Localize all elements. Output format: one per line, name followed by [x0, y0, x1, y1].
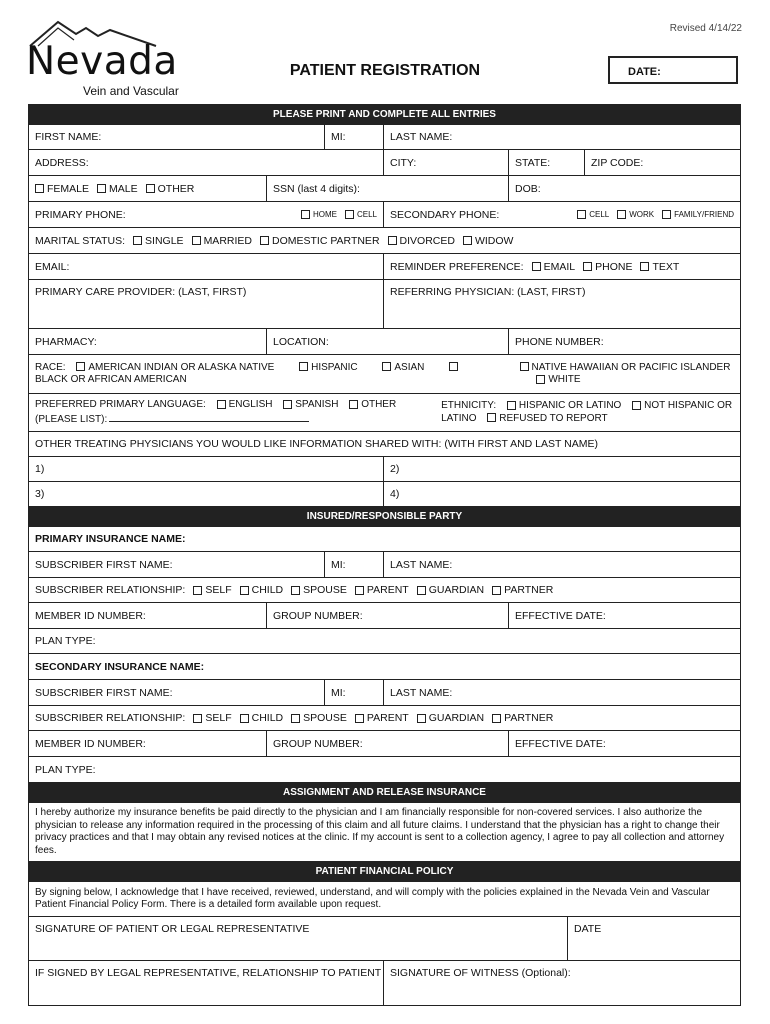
state-label: STATE: [515, 156, 551, 169]
secondary-group-label: GROUP NUMBER: [273, 737, 363, 750]
reminder-preference [384, 254, 740, 279]
cell-checkbox[interactable] [345, 210, 354, 219]
physician-1-field[interactable] [29, 457, 384, 481]
section-heading: PLEASE PRINT AND COMPLETE ALL ENTRIES [273, 109, 496, 120]
cell-label: CELL [356, 209, 377, 219]
asian-label: ASIAN [394, 361, 425, 373]
home-checkbox[interactable] [301, 210, 310, 219]
email-label: EMAIL: [35, 260, 70, 273]
primary-member-id-label: MEMBER ID NUMBER: [35, 609, 146, 622]
primary-phone-field[interactable] [29, 202, 384, 227]
patient-signature-label: SIGNATURE OF PATIENT OR LEGAL REPRESENTATIVE [35, 923, 310, 935]
secondary-parent-label: PARENT [366, 712, 409, 724]
last-name-label: LAST NAME: [390, 131, 453, 143]
spanish-checkbox[interactable] [283, 400, 292, 409]
pharmacy-field[interactable] [29, 329, 267, 354]
secondary-member-id-label: MEMBER ID NUMBER: [35, 737, 146, 750]
secondary-sub-first-label: SUBSCRIBER FIRST NAME: [35, 686, 173, 699]
primary-insurance-row [29, 527, 740, 552]
married-checkbox[interactable] [192, 236, 201, 245]
first-name-field[interactable] [29, 125, 325, 149]
company-logo [26, 18, 196, 98]
secondary-spouse-checkbox[interactable] [291, 714, 300, 723]
secondary-child-label: CHILD [251, 712, 284, 724]
english-checkbox[interactable] [217, 400, 226, 409]
assignment-heading: ASSIGNMENT AND RELEASE INSURANCE [283, 787, 486, 798]
reminder-text-label: TEXT [652, 260, 680, 273]
reminder-label: REMINDER PREFERENCE: [390, 260, 524, 273]
pharmacy-phone-label: PHONE NUMBER: [515, 335, 604, 348]
secondary-group-field[interactable] [267, 731, 509, 756]
domestic-partner-label: DOMESTIC PARTNER [271, 234, 380, 247]
reminder-email-checkbox[interactable] [532, 262, 541, 271]
primary-member-id-field[interactable] [29, 603, 267, 628]
secondary-parent-checkbox[interactable] [355, 714, 364, 723]
primary-parent-checkbox[interactable] [355, 586, 364, 595]
date-field[interactable] [608, 56, 738, 84]
secondary-partner-label: PARTNER [504, 712, 554, 724]
zip-field[interactable] [585, 150, 740, 175]
male-label: MALE [109, 182, 138, 195]
secondary-phone-field[interactable] [384, 202, 740, 227]
pharmacy-row [29, 329, 740, 355]
primary-self-label: SELF [205, 584, 232, 596]
witness-signature-label: SIGNATURE OF WITNESS (Optional): [390, 967, 571, 979]
primary-member-row [29, 603, 740, 629]
single-checkbox[interactable] [133, 236, 142, 245]
primary-guardian-checkbox[interactable] [417, 586, 426, 595]
primary-parent-label: PARENT [366, 584, 409, 596]
reminder-phone-label: PHONE [595, 260, 633, 273]
assignment-text-row [29, 803, 740, 862]
marital-status [29, 228, 740, 253]
secondary-guardian-checkbox[interactable] [417, 714, 426, 723]
physicians-row-1 [29, 457, 740, 482]
section-header-insured [29, 507, 740, 527]
pcp-field[interactable] [29, 280, 384, 328]
black-checkbox[interactable] [449, 362, 458, 371]
logo-name: Nevada [26, 39, 178, 84]
secondary-guardian-label: GUARDIAN [428, 712, 485, 724]
physician-2-label: 2) [390, 463, 400, 475]
primary-spouse-label: SPOUSE [303, 584, 347, 596]
spanish-label: SPANISH [295, 399, 339, 410]
secondary-sub-mi-field[interactable] [325, 680, 384, 705]
refused-checkbox[interactable] [487, 413, 496, 422]
secondary-insurance-label: SECONDARY INSURANCE NAME: [35, 660, 205, 673]
section-header-assignment [29, 783, 740, 803]
primary-partner-label: PARTNER [504, 584, 554, 596]
secondary-insurance-field[interactable] [29, 654, 740, 679]
other-physicians-label: OTHER TREATING PHYSICIANS YOU WOULD LIKE INFORMATION SHARED WITH: (WITH FIRST AND LAST NAME) [35, 438, 598, 450]
refused-label: REFUSED TO REPORT [499, 412, 608, 424]
race-options [29, 355, 740, 393]
not-hispanic-checkbox[interactable] [632, 401, 641, 410]
secondary-subscriber-row [29, 680, 740, 706]
primary-plan-row [29, 629, 740, 654]
logo-subtitle: Vein and Vascular [83, 84, 179, 98]
financial-heading: PATIENT FINANCIAL POLICY [315, 866, 454, 877]
sec-work-checkbox[interactable] [617, 210, 626, 219]
primary-plan-field[interactable] [29, 629, 740, 653]
sec-cell-checkbox[interactable] [577, 210, 586, 219]
asian-checkbox[interactable] [382, 362, 391, 371]
primary-child-label: CHILD [251, 584, 284, 596]
black-label: BLACK OR AFRICAN AMERICAN [35, 374, 187, 385]
married-label: MARRIED [203, 234, 252, 247]
signature-row [29, 917, 740, 961]
primary-guardian-label: GUARDIAN [428, 584, 485, 596]
primary-insurance-label: PRIMARY INSURANCE NAME: [35, 533, 186, 545]
primary-subscriber-row [29, 552, 740, 578]
secondary-sub-mi-label: MI: [331, 686, 346, 699]
dob-field[interactable] [509, 176, 740, 201]
name-row [29, 125, 740, 150]
hispanic-race-label: HISPANIC [311, 361, 358, 373]
english-label: ENGLISH [228, 399, 273, 410]
other-gender-label: OTHER [157, 182, 195, 195]
secondary-plan-row [29, 757, 740, 783]
female-checkbox[interactable] [35, 184, 44, 193]
zip-label: ZIP CODE: [591, 156, 644, 169]
signature-date-label: DATE [574, 923, 602, 935]
gender-options [29, 176, 267, 201]
primary-child-checkbox[interactable] [240, 586, 249, 595]
first-name-label: FIRST NAME: [35, 131, 102, 143]
primary-relationship [29, 578, 740, 602]
registration-form [28, 104, 741, 1006]
secondary-effective-field[interactable] [509, 731, 740, 756]
primary-sub-last-label: LAST NAME: [390, 558, 453, 571]
pcp-label: PRIMARY CARE PROVIDER: (LAST, FIRST) [35, 286, 247, 298]
secondary-partner-checkbox[interactable] [492, 714, 501, 723]
male-checkbox[interactable] [97, 184, 106, 193]
primary-sub-first-field[interactable] [29, 552, 325, 577]
domestic-partner-checkbox[interactable] [260, 236, 269, 245]
marital-row [29, 228, 740, 254]
section-header-entries [29, 105, 740, 125]
secondary-sub-last-label: LAST NAME: [390, 686, 453, 699]
mi-field[interactable] [325, 125, 384, 149]
other-physicians-row [29, 432, 740, 457]
language-ethnicity [29, 394, 740, 431]
date-label: DATE: [628, 66, 661, 78]
revised-date: Revised 4/14/22 [669, 23, 742, 34]
secondary-self-checkbox[interactable] [193, 714, 202, 723]
last-name-field[interactable] [384, 125, 740, 149]
race-label: RACE: [35, 361, 66, 373]
female-label: FEMALE [47, 182, 90, 195]
physicians-row-2 [29, 482, 740, 507]
primary-effective-field[interactable] [509, 603, 740, 628]
referring-label: REFERRING PHYSICIAN: (LAST, FIRST) [390, 286, 586, 298]
other-language-checkbox[interactable] [349, 400, 358, 409]
email-row [29, 254, 740, 280]
primary-sub-mi-field[interactable] [325, 552, 384, 577]
mi-label: MI: [331, 131, 346, 143]
secondary-spouse-label: SPOUSE [303, 712, 347, 724]
relationship-label: IF SIGNED BY LEGAL REPRESENTATIVE, RELATIONSHIP TO PATIENT [35, 967, 382, 979]
primary-relationship-row [29, 578, 740, 603]
primary-plan-label: PLAN TYPE: [35, 635, 96, 647]
primary-partner-checkbox[interactable] [492, 586, 501, 595]
address-field[interactable] [29, 150, 384, 175]
reminder-phone-checkbox[interactable] [583, 262, 592, 271]
secondary-relationship-label: SUBSCRIBER RELATIONSHIP: [35, 712, 186, 724]
single-label: SINGLE [145, 234, 184, 247]
referring-field[interactable] [384, 280, 740, 328]
home-label: HOME [312, 209, 337, 219]
primary-insurance-field[interactable] [29, 527, 740, 551]
city-field[interactable] [384, 150, 509, 175]
dob-label: DOB: [515, 182, 541, 195]
primary-group-label: GROUP NUMBER: [273, 609, 363, 622]
secondary-child-checkbox[interactable] [240, 714, 249, 723]
other-language-input[interactable] [109, 412, 309, 422]
physician-3-field[interactable] [29, 482, 384, 506]
american-indian-checkbox[interactable] [76, 362, 85, 371]
phone-row [29, 202, 740, 228]
secondary-self-label: SELF [205, 712, 232, 724]
secondary-plan-label: PLAN TYPE: [35, 763, 96, 776]
widow-label: WIDOW [474, 234, 514, 247]
secondary-phone-label: SECONDARY PHONE: [390, 208, 500, 221]
sec-work-label: WORK [629, 209, 655, 219]
physician-1-label: 1) [35, 463, 45, 475]
american-indian-label: AMERICAN INDIAN OR ALASKA NATIVE [88, 361, 275, 373]
ssn-field[interactable] [267, 176, 509, 201]
city-label: CITY: [390, 156, 417, 169]
ethnicity-label: ETHNICITY: [441, 400, 497, 411]
language-label: PREFERRED PRIMARY LANGUAGE: [35, 399, 206, 410]
state-field[interactable] [509, 150, 585, 175]
secondary-relationship [29, 706, 740, 730]
reminder-text-checkbox[interactable] [640, 262, 649, 271]
location-field[interactable] [267, 329, 509, 354]
hawaiian-checkbox[interactable] [520, 362, 529, 371]
race-row [29, 355, 740, 394]
ssn-label: SSN (last 4 digits): [273, 182, 360, 195]
address-row [29, 150, 740, 176]
physician-3-label: 3) [35, 488, 45, 500]
primary-relationship-label: SUBSCRIBER RELATIONSHIP: [35, 584, 186, 596]
primary-self-checkbox[interactable] [193, 586, 202, 595]
gender-row [29, 176, 740, 202]
primary-effective-label: EFFECTIVE DATE: [515, 609, 606, 622]
location-label: LOCATION: [273, 335, 329, 348]
primary-sub-last-field[interactable] [384, 552, 740, 577]
secondary-plan-field[interactable] [29, 757, 740, 782]
primary-group-field[interactable] [267, 603, 509, 628]
hispanic-race-checkbox[interactable] [299, 362, 308, 371]
sec-family-label: FAMILY/FRIEND [674, 209, 734, 219]
physician-4-field[interactable] [384, 482, 740, 506]
widow-checkbox[interactable] [463, 236, 472, 245]
financial-text-row [29, 882, 740, 917]
white-label: WHITE [548, 374, 581, 385]
hawaiian-label: NATIVE HAWAIIAN OR PACIFIC ISLANDER [531, 361, 731, 373]
primary-phone-label: PRIMARY PHONE: [35, 208, 126, 221]
page-title: PATIENT REGISTRATION [289, 62, 481, 79]
secondary-relationship-row [29, 706, 740, 731]
secondary-insurance-row [29, 654, 740, 680]
secondary-member-id-field[interactable] [29, 731, 267, 756]
secondary-sub-first-field[interactable] [29, 680, 325, 705]
physician-2-field[interactable] [384, 457, 740, 481]
not-hispanic-label: NOT HISPANIC OR LATINO [441, 400, 733, 424]
divorced-checkbox[interactable] [388, 236, 397, 245]
address-label: ADDRESS: [35, 156, 89, 169]
reminder-email-label: EMAIL [543, 260, 576, 273]
representative-row [29, 961, 740, 1006]
physician-4-label: 4) [390, 488, 400, 500]
assignment-text: I hereby authorize my insurance benefits be paid directly to the physician and I am financially responsible for non-covered services. I also authorize the physician to release any information required in the processing of this claim and all future claims. I understand that the physician has a right to change their privacy practices and that I may obtain any revised notices at the clinic. If my account is sent to a collection agency, I agree to pay all collection and attorney fees. [35, 807, 725, 856]
provider-row [29, 280, 740, 329]
hispanic-latino-checkbox[interactable] [507, 401, 516, 410]
divorced-label: DIVORCED [399, 234, 455, 247]
other-gender-checkbox[interactable] [146, 184, 155, 193]
relationship-field[interactable] [29, 961, 384, 1005]
primary-sub-mi-label: MI: [331, 558, 346, 571]
email-field[interactable] [29, 254, 384, 279]
insured-heading: INSURED/RESPONSIBLE PARTY [306, 511, 463, 522]
witness-signature-field[interactable] [384, 961, 740, 1005]
marital-label: MARITAL STATUS: [35, 234, 126, 247]
hispanic-latino-label: HISPANIC OR LATINO [518, 400, 622, 411]
section-header-financial [29, 862, 740, 882]
primary-sub-first-label: SUBSCRIBER FIRST NAME: [35, 558, 173, 571]
pharmacy-label: PHARMACY: [35, 335, 97, 348]
patient-signature-field[interactable] [29, 917, 568, 960]
pharmacy-phone-field[interactable] [509, 329, 740, 354]
sec-cell-label: CELL [589, 209, 610, 219]
signature-date-field[interactable] [568, 917, 740, 960]
primary-spouse-checkbox[interactable] [291, 586, 300, 595]
white-checkbox[interactable] [536, 375, 545, 384]
secondary-member-row [29, 731, 740, 757]
secondary-sub-last-field[interactable] [384, 680, 740, 705]
language-ethnicity-row [29, 394, 740, 432]
other-language-label: OTHER (PLEASE LIST): [35, 399, 397, 425]
financial-text: By signing below, I acknowledge that I have received, reviewed, understand, and will comply with the policies explained in the Nevada Vein and Vascular Patient Financial Policy Form. There is a detailed form available upon request. [35, 886, 710, 910]
sec-family-checkbox[interactable] [662, 210, 671, 219]
secondary-effective-label: EFFECTIVE DATE: [515, 737, 606, 750]
